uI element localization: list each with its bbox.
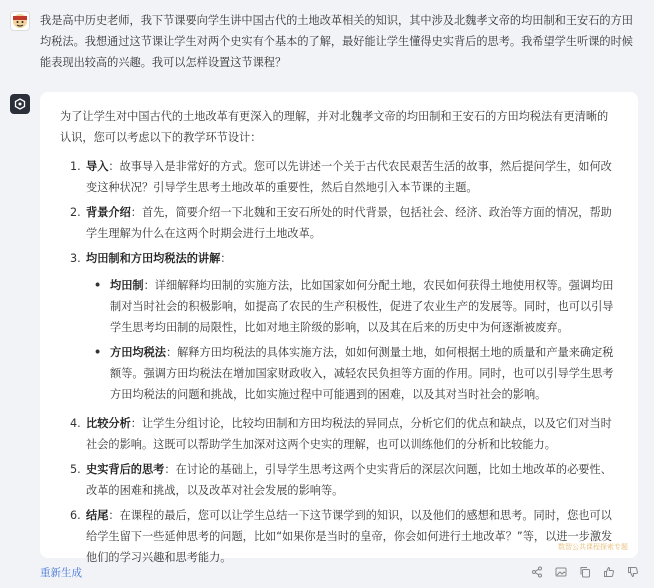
list-number: 2. bbox=[70, 206, 81, 219]
thumbs-down-icon[interactable] bbox=[626, 565, 640, 579]
assistant-intro: 为了让学生对中国古代的土地改革有更深入的理解，并对北魏孝文帝的均田制和王安石的方田均税法有更清晰的认识，您可以考虑以下的教学环节设计： bbox=[60, 110, 609, 144]
watermark: 数智公共课程探索专题 bbox=[558, 543, 628, 551]
sub-item-text: ：解释方田均税法的具体实施方法，如如何测量土地，如何根据土地的质量和产量来确定税额等。强调方田均税法在增加国家财政收入，减轻农民负担等方面的作用。同时，也可以引导学生思考方田均税法的问题和挑战，比如实施过程中可能遇到的困难，以及其对当时社会的影响。 bbox=[110, 346, 614, 401]
thumbs-up-icon[interactable] bbox=[602, 565, 616, 579]
item-text: ：让学生分组讨论，比较均田制和方田均税法的异同点，分析它们的优点和缺点，以及它们对当时社会的影响。这既可以帮助学生加深对这两个史实的理解，也可以训练他们的分析和比较能力。 bbox=[86, 417, 612, 451]
list-item bbox=[70, 156, 618, 198]
copy-icon[interactable] bbox=[578, 565, 592, 579]
user-message-text: 我是高中历史老师，我下节课要向学生讲中国古代的土地改革相关的知识，其中涉及北魏孝文帝的均田制和王安石的方田均税法。我想通过这节课让学生对两个史实有个基本的了解，最好能让学生懂得史实背后的思考。我希望学生听课的时候能表现出较高的兴趣。我可以怎样设置这节课程？ bbox=[40, 14, 633, 69]
sub-item-text: ：详细解释均田制的实施方法，比如国家如何分配土地，农民如何获得土地使用权等。强调均田制对当时社会的积极影响，如提高了农民的生产积极性，促进了农业生产的发展等。同时，也可以引导学生思考均田制的局限性，比如对地主阶级的影响，以及其在后来的历史中为何逐渐被废弃。 bbox=[110, 279, 614, 334]
list-item bbox=[70, 413, 618, 455]
list-number: 4. bbox=[70, 417, 81, 430]
user-avatar bbox=[10, 11, 30, 31]
bullet-icon: • bbox=[94, 346, 102, 359]
pirate-avatar-icon bbox=[11, 12, 29, 30]
list-item bbox=[70, 505, 618, 568]
item-title: 结尾 bbox=[86, 509, 109, 522]
teaching-steps-list bbox=[60, 156, 618, 568]
item-text: ：在讨论的基础上，引导学生思考这两个史实背后的深层次问题，比如土地改革的必要性、改革的困难和挑战，以及改革对社会发展的影响等。 bbox=[86, 463, 612, 497]
item-text: ：在课程的最后，您可以让学生总结一下这节课学到的知识，以及他们的感想和思考。同时，您也可以给学生留下一些延伸思考的问题，比如“如果你是当时的皇帝，你会如何进行土地改革？”等，以进一步激发他们的学习兴趣和思考能力。 bbox=[86, 509, 613, 564]
list-number: 6. bbox=[70, 509, 81, 522]
item-title: 背景介绍 bbox=[86, 206, 131, 219]
list-item bbox=[70, 248, 618, 409]
image-icon[interactable] bbox=[554, 565, 568, 579]
item-title: 史实背后的思考 bbox=[86, 463, 165, 476]
list-item bbox=[70, 459, 618, 501]
assistant-message-card bbox=[40, 92, 638, 564]
item-title: 比较分析 bbox=[86, 417, 131, 430]
message-footer bbox=[40, 562, 640, 582]
list-item bbox=[70, 202, 618, 244]
list-number: 1. bbox=[70, 160, 81, 173]
item-title: 导入 bbox=[86, 160, 109, 173]
list-number: 3. bbox=[70, 252, 81, 265]
sub-list-item bbox=[94, 275, 618, 338]
message-actions bbox=[530, 565, 640, 579]
sub-list bbox=[86, 275, 618, 405]
sub-list-item bbox=[94, 342, 618, 405]
regenerate-button[interactable]: 重新生成 bbox=[40, 566, 82, 579]
item-title: 均田制和方田均税法的讲解 bbox=[86, 252, 221, 265]
assistant-logo-icon bbox=[14, 98, 26, 110]
list-number: 5. bbox=[70, 463, 81, 476]
item-text: ： bbox=[220, 252, 232, 265]
bullet-icon: • bbox=[94, 279, 102, 292]
item-text: ：首先，简要介绍一下北魏和王安石所处的时代背景，包括社会、经济、政治等方面的情况，帮助学生理解为什么在这两个时期会进行土地改革。 bbox=[86, 206, 612, 240]
sub-item-title: 均田制 bbox=[110, 279, 144, 292]
assistant-avatar bbox=[10, 94, 30, 114]
user-message-row bbox=[10, 10, 644, 73]
item-text: ：故事导入是非常好的方式。您可以先讲述一个关于古代农民艰苦生活的故事，然后提问学生，如何改变这种状况？引导学生思考土地改革的重要性，然后自然地引入本节课的主题。 bbox=[86, 160, 612, 194]
sub-item-title: 方田均税法 bbox=[110, 346, 166, 359]
share-icon[interactable] bbox=[530, 565, 544, 579]
